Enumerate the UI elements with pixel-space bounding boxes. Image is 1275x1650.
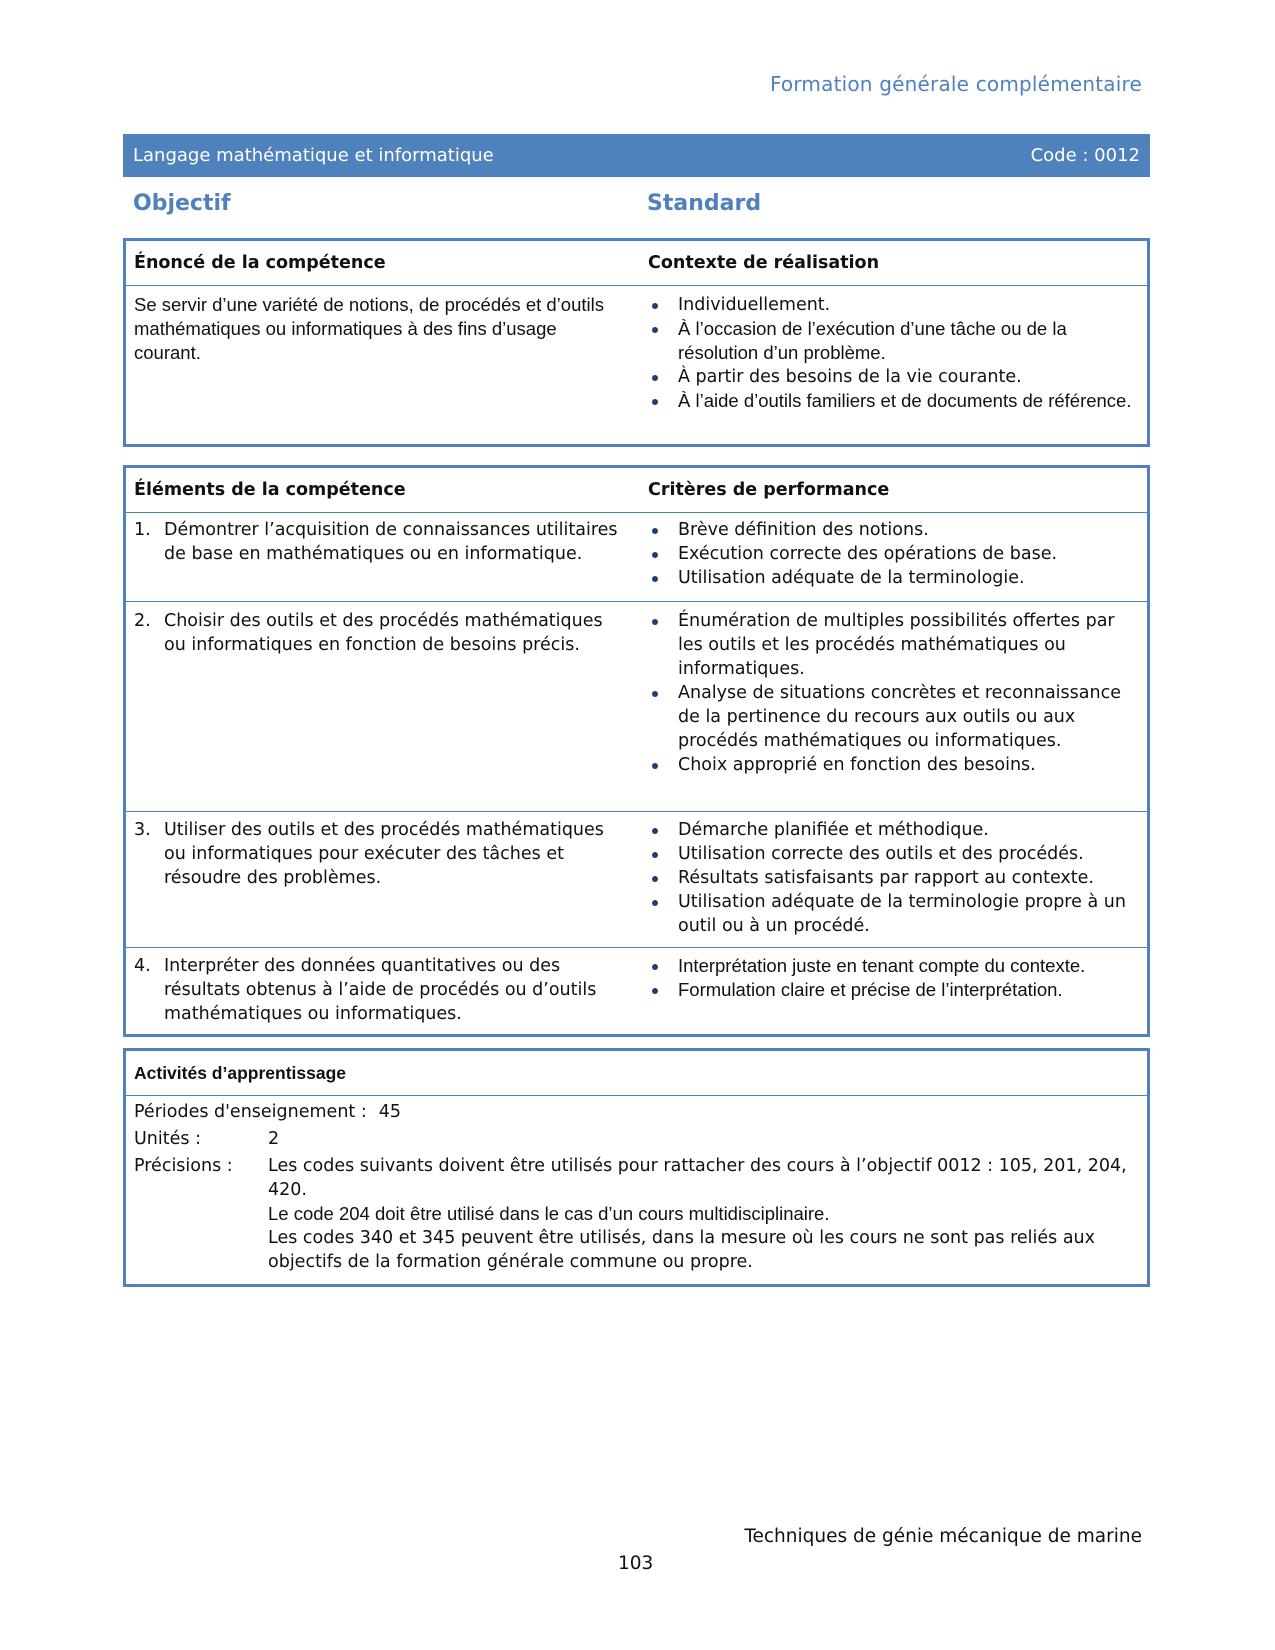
criteria-item: Interprétation juste en tenant compte du contexte. (648, 954, 1139, 978)
criteria-item: Analyse de situations concrètes et reconnaissance de la pertinence du recours aux outils ou aux procédés mathématiques ou informatiques. (648, 681, 1139, 753)
periods-value: 45 (378, 1102, 402, 1122)
element-number: 3. (134, 820, 151, 840)
activities-table (123, 1048, 1150, 1287)
element-number: 2. (134, 611, 151, 631)
competence-statement: Se servir d’une variété de notions, de procédés et d’outils mathématiques ou informatiques à des fins d’usage courant. (134, 294, 604, 363)
details-label: Précisions : (134, 1156, 233, 1176)
details-paragraph: Le code 204 doit être utilisé dans le cas d’un cours multidisciplinaire. (268, 1203, 830, 1224)
criteria-item: Utilisation adéquate de la terminologie propre à un outil ou à un procédé. (648, 890, 1139, 938)
details-paragraph: Les codes suivants doivent être utilisés pour rattacher des cours à l’objectif 0012 : 105, 201, 204, 420. (268, 1156, 1127, 1200)
competence-table-header (126, 241, 1147, 285)
standard-heading: Standard (647, 191, 762, 216)
criteria-item: Choix approprié en fonction des besoins. (648, 753, 1139, 777)
context-item: À l’occasion de l’exécution d’une tâche ou de la résolution d’un problème. (648, 317, 1139, 365)
element-text: Interpréter des données quantitatives ou des résultats obtenus à l’aide de procédés ou d’outils mathématiques ou informatiques. (164, 956, 597, 1024)
details-paragraph: Les codes 340 et 345 peuvent être utilisés, dans la mesure où les cours ne sont pas reliés aux objectifs de la formation générale commune ou propre. (268, 1228, 1096, 1272)
context-list (648, 293, 1139, 413)
criteria-item: Formulation claire et précise de l’interprétation. (648, 978, 1139, 1002)
course-title: Langage mathématique et informatique (133, 145, 494, 166)
activities-header-row (126, 1051, 1147, 1095)
section-headings (123, 191, 1150, 221)
context-item: À partir des besoins de la vie courante. (648, 365, 1139, 389)
element-text: Utiliser des outils et des procédés mathématiques ou informatiques pour exécuter des tâches et résoudre des problèmes. (164, 820, 604, 888)
periods-label: Périodes d'enseignement : (134, 1102, 367, 1122)
context-item: À l’aide d’outils familiers et de documents de référence. (648, 389, 1139, 413)
criteria-item: Énumération de multiples possibilités offertes par les outils et les procédés mathématiques ou informatiques. (648, 609, 1139, 681)
criteria-item: Brève définition des notions. (648, 518, 1139, 542)
criteria-item: Utilisation adéquate de la terminologie. (648, 566, 1139, 590)
table-row (126, 811, 1147, 947)
statement-header: Énoncé de la compétence (134, 253, 386, 273)
table-row (126, 512, 1147, 601)
page-header: Formation générale complémentaire (769, 72, 1142, 96)
criteria-item: Démarche planifiée et méthodique. (648, 818, 1139, 842)
activities-body (126, 1095, 1147, 1283)
criteria-item: Exécution correcte des opérations de base. (648, 542, 1139, 566)
criteria-list (648, 609, 1139, 777)
competence-table-row (126, 285, 1147, 419)
units-value: 2 (268, 1129, 280, 1149)
criteria-list (648, 518, 1139, 590)
context-header: Contexte de réalisation (648, 253, 880, 273)
criteria-item: Résultats satisfaisants par rapport au contexte. (648, 866, 1139, 890)
table-row (126, 947, 1147, 1036)
footer-program-title: Techniques de génie mécanique de marine (744, 1526, 1142, 1547)
criteria-list (648, 818, 1139, 938)
element-text: Choisir des outils et des procédés mathématiques ou informatiques en fonction de besoins précis. (164, 611, 603, 655)
page-number: 103 (618, 1553, 654, 1574)
course-title-bar (123, 134, 1150, 177)
element-text: Démontrer l’acquisition de connaissances utilitaires de base en mathématiques ou en informatique. (164, 520, 618, 564)
periods-line (134, 1100, 1139, 1124)
activities-header: Activités d’apprentissage (134, 1063, 347, 1083)
criteria-list (648, 954, 1139, 1002)
units-line (134, 1127, 1139, 1151)
units-label: Unités : (134, 1129, 201, 1149)
competence-table (123, 238, 1150, 447)
details-line (134, 1154, 1139, 1274)
criteria-item: Utilisation correcte des outils et des procédés. (648, 842, 1139, 866)
element-number: 4. (134, 956, 151, 976)
criteria-header: Critères de performance (648, 480, 890, 500)
elements-header: Éléments de la compétence (134, 480, 406, 500)
element-number: 1. (134, 520, 151, 540)
course-code: Code : 0012 (1030, 145, 1140, 166)
table-row (126, 601, 1147, 811)
elements-table-header (126, 468, 1147, 512)
elements-table (123, 465, 1150, 1037)
objectif-heading: Objectif (133, 191, 231, 216)
details-text (268, 1154, 1139, 1274)
context-item: Individuellement. (648, 293, 1139, 317)
